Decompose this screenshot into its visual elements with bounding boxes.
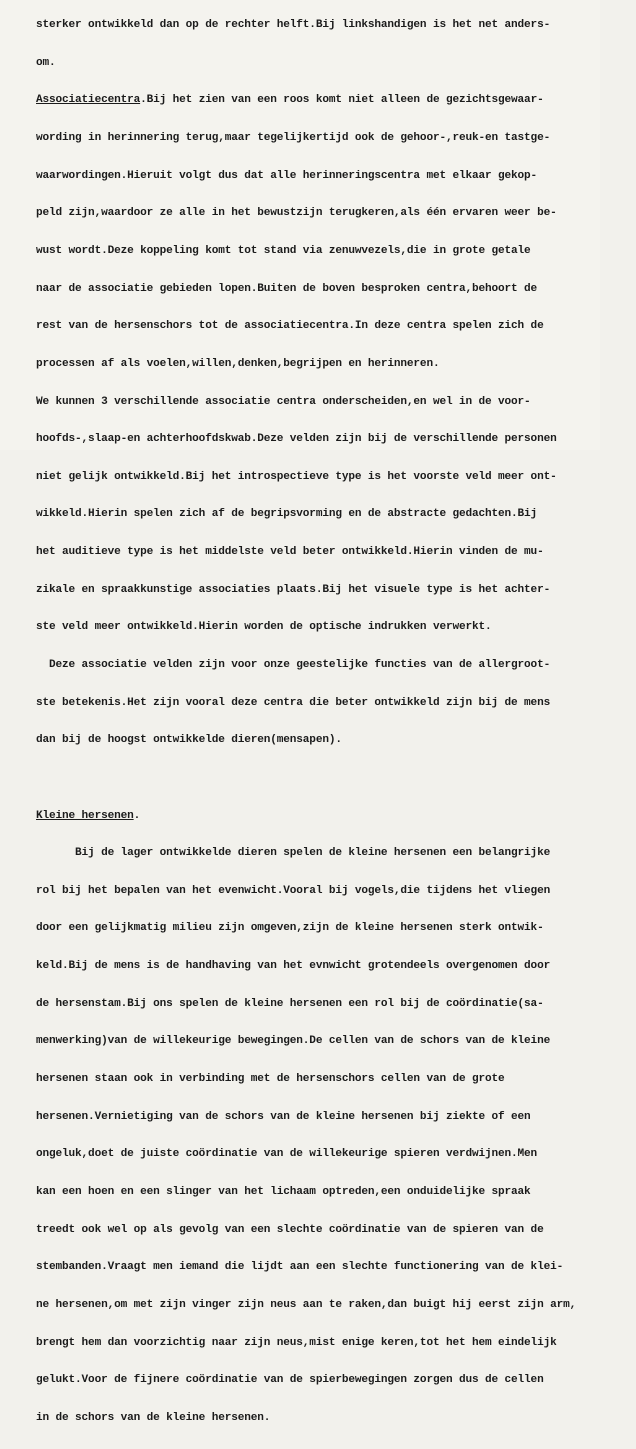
text-line: in de schors van de kleine hersenen. (36, 1411, 271, 1424)
text-line: dan bij de hoogst ontwikkelde dieren(mensapen). (36, 734, 342, 747)
text-line: niet gelijk ontwikkeld.Bij het introspectieve type is het voorste veld meer ont- (36, 470, 557, 483)
section-heading-kleine-hersenen: Kleine hersenen (36, 809, 134, 822)
text-line: zikale en spraakkunstige associaties plaats.Bij het visuele type is het achter- (36, 583, 551, 596)
text-line: wording in herinnering terug,maar tegelijkertijd ook de gehoor-,reuk-en tastge- (36, 132, 551, 145)
text-line: hersenen.Vernietiging van de schors van de kleine hersenen bij ziekte of een (36, 1110, 531, 1123)
text-line: peld zijn,waardoor ze alle in het bewustzijn terugkeren,als één ervaren weer be- (36, 207, 557, 220)
text-line: waarwordingen.Hieruit volgt dus dat alle herinneringscentra met elkaar gekop- (36, 169, 538, 182)
text-line: kan een hoen en een slinger van het lichaam optreden,een onduidelijke spraak (36, 1185, 531, 1198)
text-line: We kunnen 3 verschillende associatie centra onderscheiden,en wel in de voor- (36, 395, 531, 408)
kleine-hersenen-heading-line (36, 810, 636, 823)
text-line: processen af als voelen,willen,denken,begrijpen en herinneren. (36, 357, 440, 370)
associatiecentra-paragraph-start (36, 94, 636, 107)
text-line: brengt hem dan voorzichtig naar zijn neus,mist enige keren,tot het hem eindelijk (36, 1336, 557, 1349)
text-line: hersenen staan ook in verbinding met de hersenschors cellen van de grote (36, 1073, 505, 1086)
text-line: het auditieve type is het middelste veld beter ontwikkeld.Hierin vinden de mu- (36, 546, 544, 559)
text-line: ste veld meer ontwikkeld.Hierin worden de optische indrukken verwerkt. (36, 621, 492, 634)
blank-line (36, 772, 636, 785)
text-line: ste betekenis.Het zijn vooral deze centra die beter ontwikkeld zijn bij de mens (36, 696, 551, 709)
heading-suffix: . (133, 809, 141, 822)
text-line: om. (36, 56, 56, 69)
text-line: stembanden.Vraagt men iemand die lijdt aan een slechte functionering van de klei- (36, 1261, 564, 1274)
text-line: .Bij het zien van een roos komt niet alleen de gezichtsgewaar- (140, 94, 544, 107)
text-line: rest van de hersenschors tot de associatiecentra.In deze centra spelen zich de (36, 320, 544, 333)
text-line: wikkeld.Hierin spelen zich af de begripsvorming en de abstracte gedachten.Bij (36, 508, 538, 521)
text-line: sterker ontwikkeld dan op de rechter helft.Bij linkshandigen is het net anders- (36, 19, 551, 32)
text-line: hoofds-,slaap-en achterhoofdskwab.Deze velden zijn bij de verschillende personen (36, 433, 557, 446)
text-line: treedt ook wel op als gevolg van een slechte coördinatie van de spieren van de (36, 1223, 544, 1236)
text-line: naar de associatie gebieden lopen.Buiten de boven besproken centra,behoort de (36, 282, 538, 295)
text-line: gelukt.Voor de fijnere coördinatie van de spierbewegingen zorgen dus de cellen (36, 1374, 544, 1387)
text-line: de hersenstam.Bij ons spelen de kleine hersenen een rol bij de coördinatie(sa- (36, 997, 544, 1010)
text-line: Bij de lager ontwikkelde dieren spelen de kleine hersenen een belangrijke (36, 847, 551, 860)
text-line: wust wordt.Deze koppeling komt tot stand via zenuwvezels,die in grote getale (36, 244, 531, 257)
text-line: rol bij het bepalen van het evenwicht.Vooral bij vogels,die tijdens het vliegen (36, 884, 551, 897)
text-line: ongeluk,doet de juiste coördinatie van de willekeurige spieren verdwijnen.Men (36, 1148, 538, 1161)
text-line: door een gelijkmatig milieu zijn omgeven,zijn de kleine hersenen sterk ontwik- (36, 922, 544, 935)
text-line: keld.Bij de mens is de handhaving van het evnwicht grotendeels overgenomen door (36, 960, 551, 973)
text-line: ne hersenen,om met zijn vinger zijn neus aan te raken,dan buigt hij eerst zijn arm, (36, 1298, 577, 1311)
text-line: Deze associatie velden zijn voor onze geestelijke functies van de allergroot- (36, 658, 551, 671)
section-heading-associatiecentra: Associatiecentra (36, 94, 141, 107)
text-line: menwerking)van de willekeurige bewegingen.De cellen van de schors van de kleine (36, 1035, 551, 1048)
